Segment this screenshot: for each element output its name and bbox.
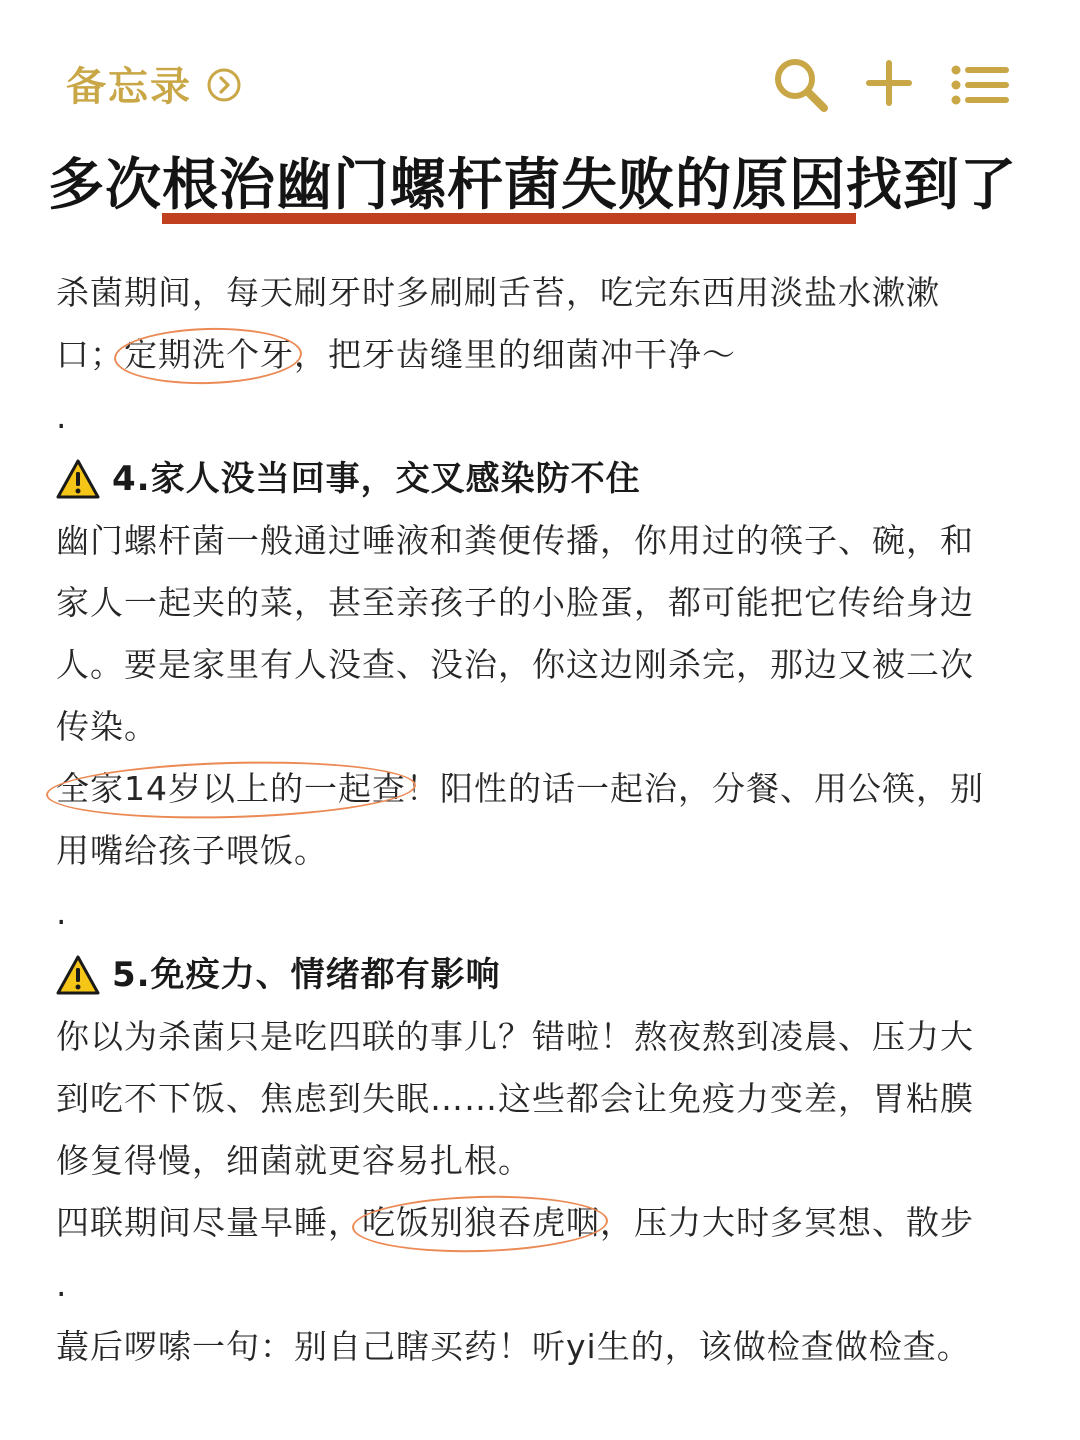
back-to-notes-button[interactable] [66, 62, 242, 112]
note-title: 多次根治幽门螺杆菌失败的原因找到了 [48, 153, 1017, 218]
circled-highlight: 全家14岁以上的一起查 [56, 758, 406, 820]
text-line: 人。要是家里有人没查、没治，你这边刚杀完，那边又被二次 [56, 645, 974, 684]
text-line: 口； [56, 335, 124, 374]
separator-dot: . [56, 1265, 67, 1304]
text-line: 用嘴给孩子喂饭。 [56, 831, 328, 870]
paragraph-family [56, 510, 1016, 882]
paragraph-immunity [56, 1006, 1016, 1254]
paragraph-hygiene [56, 262, 1016, 386]
plus-icon[interactable] [866, 60, 912, 110]
section-heading-5 [56, 944, 1016, 1006]
back-label: 备忘录 [66, 64, 192, 110]
separator-dot: . [56, 397, 67, 436]
text-line: 传染。 [56, 707, 158, 746]
warning-icon [56, 459, 100, 499]
text-line: ，压力大时多冥想、散步 [600, 1203, 974, 1242]
top-toolbar [0, 0, 1080, 130]
text-line: 四联期间尽量早睡， [56, 1203, 362, 1242]
section-heading-4 [56, 448, 1016, 510]
text-line: 幽门螺杆菌一般通过唾液和粪便传播，你用过的筷子、碗，和 [56, 521, 974, 560]
circled-highlight: 吃饭别狼吞虎咽 [362, 1192, 600, 1254]
text-line: ！阳性的话一起治，分餐、用公筷，别 [406, 769, 984, 808]
chevron-circle-icon [206, 67, 242, 107]
text-line: 杀菌期间，每天刷牙时多刷刷舌苔，吃完东西用淡盐水漱漱 [56, 273, 940, 312]
text-line: ，把牙齿缝里的细菌冲干净～ [294, 335, 736, 374]
section-heading-4-text: 4.家人没当回事，交叉感染防不住 [112, 459, 641, 499]
text-line: 到吃不下饭、焦虑到失眠……这些都会让免疫力变差，胃粘膜 [56, 1079, 974, 1118]
text-line: 修复得慢，细菌就更容易扎根。 [56, 1141, 532, 1180]
note-body[interactable] [56, 262, 1016, 1378]
warning-icon [56, 955, 100, 995]
text-line: 你以为杀菌只是吃四联的事儿？错啦！熬夜熬到凌晨、压力大 [56, 1017, 974, 1056]
list-icon[interactable] [950, 64, 1010, 110]
separator-dot: . [56, 893, 67, 932]
text-line: 家人一起夹的菜，甚至亲孩子的小脸蛋，都可能把它传给身边 [56, 583, 974, 622]
search-icon[interactable] [772, 56, 830, 118]
section-heading-5-text: 5.免疫力、情绪都有影响 [112, 955, 501, 995]
closing-remark: 蕞后啰嗦一句：别自己瞎买药！听yi生的，该做检查做检查。 [56, 1327, 971, 1366]
circled-highlight: 定期洗个牙 [124, 324, 294, 386]
